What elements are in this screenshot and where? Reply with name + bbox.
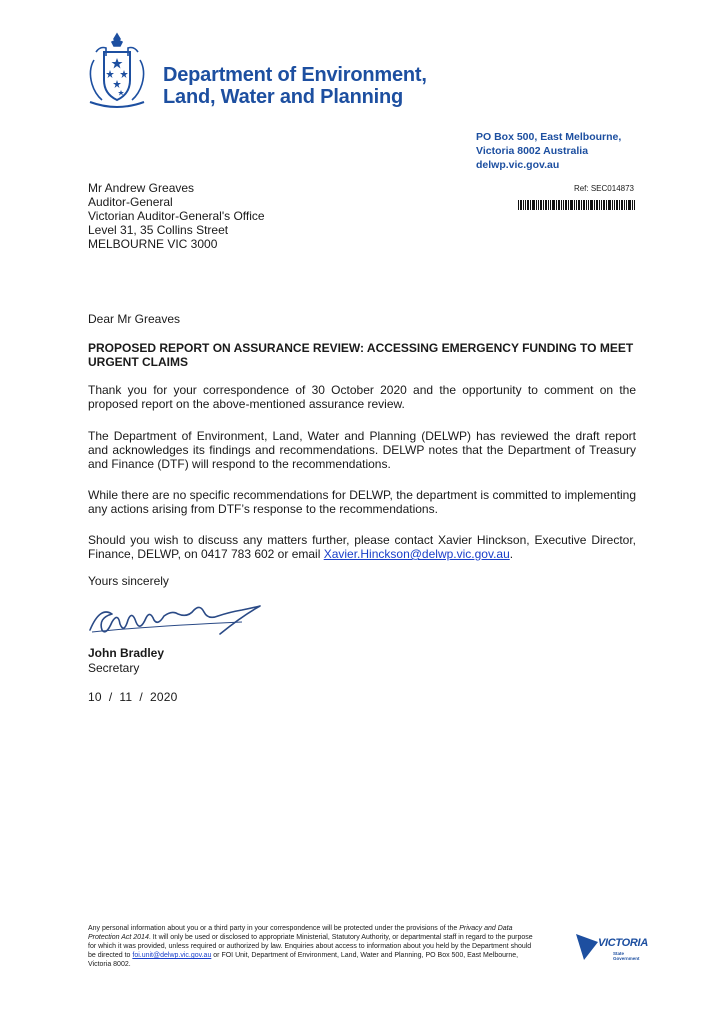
signature-icon bbox=[86, 598, 286, 644]
salutation: Dear Mr Greaves bbox=[88, 312, 181, 326]
body-paragraph-3: While there are no specific recommendations for DELWP, the department is committed to implementing any actions arising from DTF’s response to the recommendations. bbox=[88, 488, 636, 516]
coat-of-arms-icon bbox=[84, 30, 150, 110]
address-line2: Victoria 8002 Australia bbox=[476, 145, 589, 157]
recipient-street: Level 31, 35 Collins Street bbox=[88, 223, 229, 237]
body-paragraph-4-end: . bbox=[509, 547, 514, 561]
website-link[interactable]: delwp.vic.gov.au bbox=[476, 159, 560, 171]
recipient-city: MELBOURNE VIC 3000 bbox=[88, 237, 218, 251]
footer-act: Privacy and Data Protection Act 2014 bbox=[88, 925, 513, 941]
victoria-logo-state: State bbox=[613, 951, 625, 956]
contact-email-link[interactable]: Xavier.Hinckson@delwp.vic.gov.au bbox=[323, 547, 510, 561]
recipient-block bbox=[88, 181, 265, 251]
recipient-title: Auditor-General bbox=[88, 195, 173, 209]
department-name bbox=[163, 64, 427, 108]
foi-email-link[interactable]: foi.unit@delwp.vic.gov.au bbox=[132, 952, 212, 959]
subject-heading: PROPOSED REPORT ON ASSURANCE REVIEW: ACCESSING EMERGENCY FUNDING TO MEET URGENT CLAIMS bbox=[88, 341, 634, 369]
victoria-logo-government: Government bbox=[613, 956, 640, 961]
recipient-office: Victorian Auditor-General's Office bbox=[88, 209, 265, 223]
victoria-logo-subtitle bbox=[613, 951, 640, 961]
footer-text-3: or FOI Unit, Department of Environment, Land, Water and Planning, PO Box 500, East Melbourne, Victoria 8002. bbox=[88, 952, 519, 968]
signatory-title: Secretary bbox=[88, 661, 140, 675]
department-name-line1: Department of Environment, bbox=[163, 64, 427, 86]
footer-text-2: . It will only be used or disclosed to appropriate Ministerial, Statutory Authority, or departmental staff in regard to the purpose for which it was provided, unless required or authorized by law. Enquiries about access to information about you held by the Department should be directed to bbox=[88, 934, 533, 959]
body-paragraph-2: The Department of Environment, Land, Water and Planning (DELWP) has reviewed the draft report and acknowledges its findings and recommendations. DELWP notes that the Department of Treasury and Finance (DTF) will respond to the recommendations. bbox=[88, 429, 636, 471]
barcode-icon bbox=[518, 200, 635, 210]
department-address bbox=[476, 130, 621, 172]
reference-number: Ref: SEC014873 bbox=[573, 184, 634, 193]
body-paragraph-1: Thank you for your correspondence of 30 October 2020 and the opportunity to comment on the proposed report on the above-mentioned assurance review. bbox=[88, 383, 636, 411]
department-name-line2: Land, Water and Planning bbox=[163, 86, 404, 108]
body-paragraph-4 bbox=[88, 533, 636, 561]
victoria-logo-word: VICTORIA bbox=[598, 937, 648, 949]
body-paragraph-4-text: Should you wish to discuss any matters further, please contact Xavier Hinckson, Executive Director, Finance, DELWP, on 0417 783 602 or email bbox=[88, 533, 636, 561]
footer-text-1: Any personal information about you or a third party in your correspondence will be protected under the provisions of the bbox=[88, 925, 460, 932]
letter-date: 10 / 11 / 2020 bbox=[88, 690, 178, 704]
privacy-footer bbox=[88, 924, 540, 969]
recipient-name: Mr Andrew Greaves bbox=[88, 181, 195, 195]
address-line1: PO Box 500, East Melbourne, bbox=[476, 131, 622, 143]
closing: Yours sincerely bbox=[88, 574, 169, 588]
signatory-name: John Bradley bbox=[88, 646, 165, 660]
